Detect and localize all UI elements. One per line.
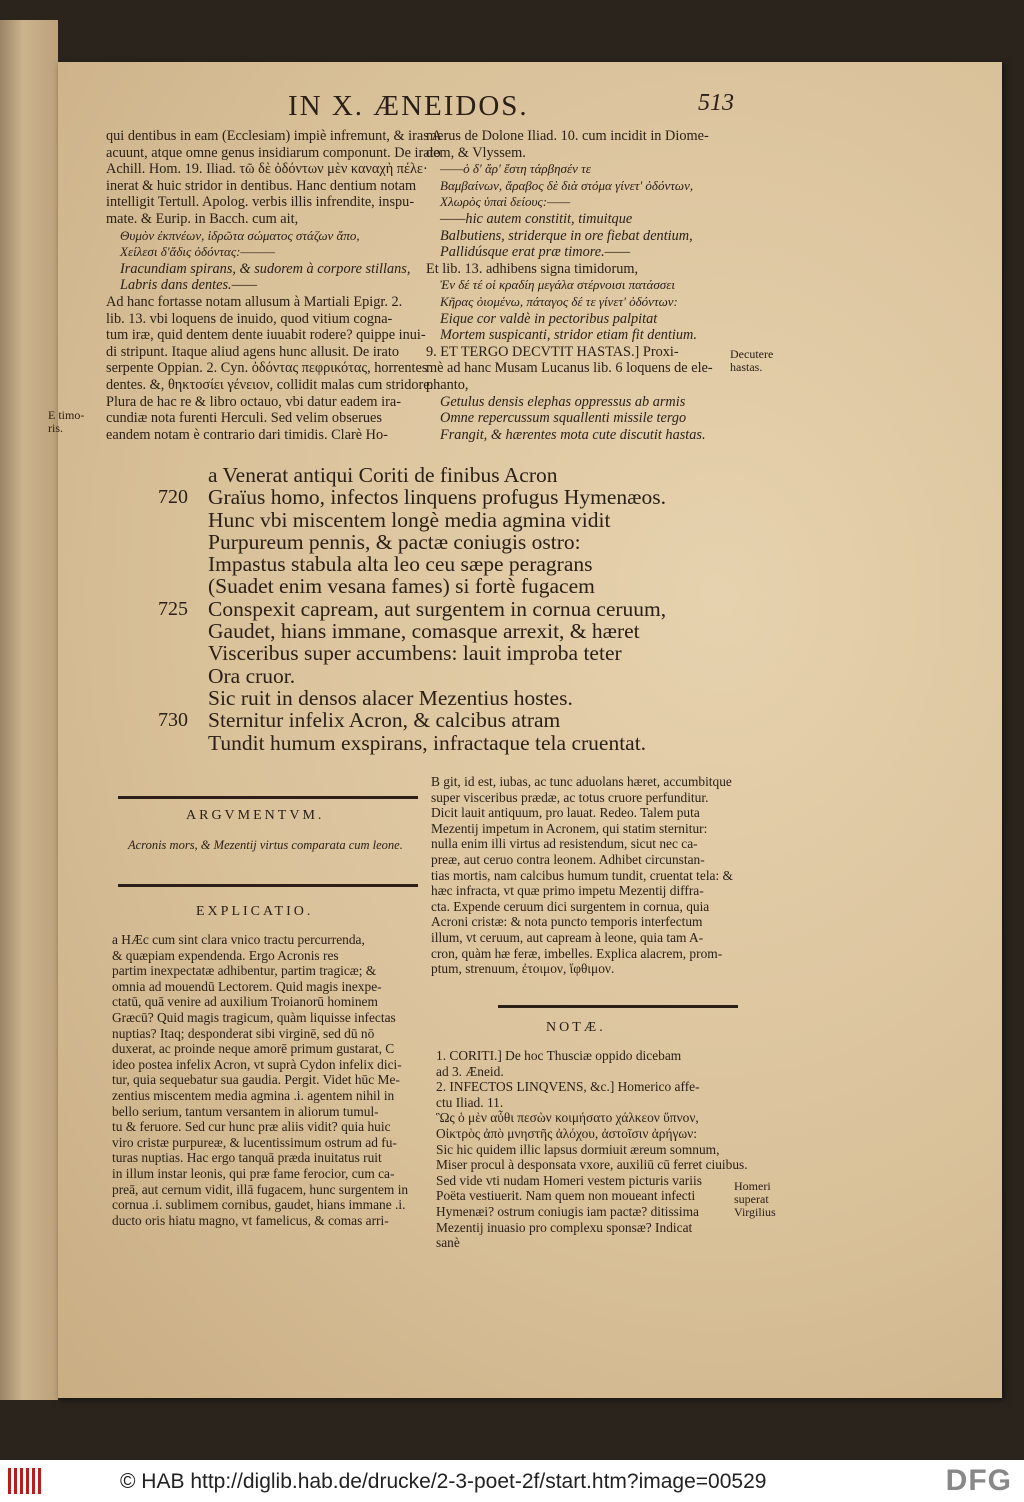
- margin-note-homeri: Homeri superat Virgilius: [734, 1179, 776, 1219]
- text-line: Miser procul à desponsata vxore, auxiliū cū ferret ciuibus.: [436, 1157, 748, 1173]
- text-line: Ad hanc fortasse notam allusum à Martiali Epigr. 2.: [106, 293, 403, 310]
- text-line: ad 3. Æneid.: [436, 1063, 504, 1079]
- rule-notae-top: [498, 1005, 738, 1008]
- verse-text: Purpureum pennis, & pactæ coniugis ostro:: [208, 529, 581, 554]
- verse-text: Tundit humum exspirans, infractaque tela cruentat.: [208, 730, 647, 755]
- text-line: preā, aut cernum vidit, illā fugacem, hunc surgentem in: [112, 1181, 409, 1197]
- text-line: di stripunt. Itaque aliud agens hunc allusit. De irato: [106, 343, 400, 360]
- commentary-column-left: [106, 128, 442, 443]
- text-line: Poëta vestiuerit. Nam quem non moueant infecti: [436, 1188, 696, 1204]
- text-line: Achill. Hom. 19. Iliad. τῶ δὲ ὀδόντων μὲν καναχὴ πέλε·: [106, 161, 428, 178]
- text-line: Ἐν δέ τέ οἱ κραδίη μεγάλα στέρνοισι πατάσσει: [440, 277, 675, 293]
- text-line: Mortem suspicanti, stridor etiam fit dentium.: [440, 327, 697, 344]
- text-line: Βαμβαίνων, ἄραβος δὲ διὰ στόμα γίνετ' ὀδόντων,: [440, 177, 694, 193]
- verse-number: 725: [158, 597, 188, 620]
- text-line: hæc infracta, vt quæ primo impetu Mezentij diffra-: [431, 883, 704, 899]
- verse-number: [158, 642, 208, 664]
- verse-number: 730: [158, 709, 188, 732]
- text-line: lib. 13. vbi loquens de inuido, quod vitium cogna-: [106, 310, 393, 327]
- text-line: nulla enim illi virtus ad resistendum, sicut nec ca-: [431, 836, 698, 852]
- text-line: tur, quia sequebatur sua gaudia. Pergit. Videt hūc Me-: [112, 1072, 400, 1088]
- text-line: Omne repercussum squallenti missile tergo: [440, 410, 687, 427]
- text-line: bello serium, tantum versantem in aliorum tumul-: [112, 1103, 379, 1119]
- verse-text: Hunc vbi miscentem longè media agmina vidit: [208, 507, 611, 532]
- verse-line: [158, 687, 758, 709]
- commentary-column-right: [426, 128, 736, 443]
- rule-argumentum-top: [118, 796, 418, 799]
- verse-number: [158, 687, 208, 709]
- text-line: 1. CORITI.] De hoc Thusciæ oppido dicebam: [436, 1048, 682, 1063]
- text-line: tu & feruore. Sed cur hunc præ aliis vidit? quia huic: [112, 1119, 391, 1135]
- verse-number: [158, 531, 208, 553]
- text-line: Οἰκτρὸς ἀπὸ μνηστῆς ἀλόχου, ἀστοῖσιν ἀρήγων:: [436, 1125, 697, 1141]
- text-line: ——hic autem constitit, timuitque: [440, 210, 633, 227]
- text-line: Θυμὸν ἐκπνέων, ἱδρῶτα σώματος στάζων ἄπο,: [120, 227, 360, 243]
- text-line: nuptias? Itaq; desponderat sibi virginē, sed dū nō: [112, 1025, 375, 1041]
- text-line: illum, vt ceruum, aut capream à leone, quia tam A-: [431, 929, 704, 945]
- text-line: Balbutiens, striderque in ore fiebat dentium,: [440, 227, 693, 244]
- facing-page-edge: [0, 20, 58, 1400]
- verse-line: [158, 575, 758, 597]
- verse-line: [158, 665, 758, 687]
- text-line: Plura de hac re & libro octauo, vbi datur eadem ira-: [106, 393, 401, 410]
- text-line: ctu Iliad. 11.: [436, 1094, 504, 1110]
- text-line: cta. Expende ceruum dici surgentem in cornua, quia: [431, 898, 710, 914]
- text-line: Dicit lauit antiquum, pro lauat. Redeo. Talem puta: [431, 805, 700, 821]
- explicatio-heading: EXPLICATIO.: [196, 904, 314, 919]
- verse-number: 720: [158, 486, 188, 509]
- text-line: ptum, strenuum, ἐτοιμον, ἴφθιμον.: [431, 961, 615, 977]
- verse-line: [158, 509, 758, 531]
- verse-number: [158, 620, 208, 642]
- text-line: acuunt, atque omne genus insidiarum componunt. De irato: [106, 144, 441, 161]
- text-line: dentes. &, θηκτοσίει γένειον, collidit malas cum stridore.: [106, 376, 434, 393]
- text-line: phanto,: [426, 376, 469, 393]
- text-line: intelligit Tertull. Apolog. verbis illis infrendite, inspu-: [106, 194, 415, 211]
- text-line: ideo postea infelix Acron, vt suprà Cydon infelix dici-: [112, 1056, 402, 1072]
- text-line: tias mortis, nam calcibus humum tundit, cruentat tela: &: [431, 867, 733, 883]
- text-line: ——ὁ δ' ἄρ' ἔστη τάρβησέν τε: [440, 161, 591, 177]
- text-line: qui dentibus in eam (Ecclesiam) impiè infremunt, & iras A: [106, 128, 442, 144]
- verse-text: (Suadet enim vesana fames) si fortè fugacem: [208, 574, 595, 599]
- verse-text: Sic ruit in densos alacer Mezentius hostes.: [208, 685, 573, 710]
- text-line: Acroni cristæ: & nota puncto temporis interfectum: [431, 914, 703, 930]
- verse-text: Conspexit capream, aut surgentem in cornua ceruum,: [208, 596, 667, 621]
- text-line: Χείλεσι δ'ἄδις ὀδόντας:———: [120, 244, 276, 260]
- text-line: zentius miscentem media agmina .i. agentem nihil in: [112, 1087, 395, 1103]
- text-line: Et lib. 13. adhibens signa timidorum,: [426, 260, 639, 277]
- text-line: cundiæ nota furenti Herculi. Sed velim obserues: [106, 410, 382, 427]
- verse-text: Gaudet, hians immane, comasque arrexit, & hæret: [208, 619, 640, 644]
- commentary-right-lower: [431, 774, 743, 977]
- rule-explicatio-top: [118, 884, 418, 887]
- text-line: in illum instar leonis, qui præ fame ferocior, cum ca-: [112, 1165, 395, 1181]
- text-line: & quæpiam expendenda. Ergo Acronis res: [112, 947, 339, 963]
- verse-line: [158, 464, 758, 486]
- book-page: [48, 62, 1002, 1398]
- verse-block: [158, 464, 758, 754]
- text-line: Χλωρὸς ὑπαὶ δείους:——: [440, 194, 571, 210]
- text-line: dem, & Vlyssem.: [426, 144, 526, 161]
- text-line: Græcū? Quid magis tragicum, quàm liquisse infectas: [112, 1009, 396, 1025]
- text-line: mate. & Eurip. in Bacch. cum ait,: [106, 210, 299, 227]
- text-line: Hymenæi? ostrum coniugis iam pactæ? ditissima: [436, 1203, 699, 1219]
- text-line: cornua .i. sublimem cornibus, gaudet, hians immane .i.: [112, 1197, 406, 1213]
- footer-bar: [0, 1460, 1024, 1502]
- text-line: tum iræ, quid dentem dente iuuabit rodere? quippe inui-: [106, 327, 426, 344]
- argumentum-heading: ARGVMENTVM.: [186, 808, 325, 823]
- verse-line: [158, 709, 758, 731]
- text-line: Frangit, & hærentes mota cute discutit hastas.: [440, 426, 706, 443]
- text-line: Iracundiam spirans, & sudorem à corpore stillans,: [120, 260, 411, 277]
- text-line: 2. INFECTOS LINQVENS, &c.] Homerico affe-: [436, 1079, 700, 1095]
- verse-text: Sternitur infelix Acron, & calcibus atram: [208, 708, 561, 733]
- text-line: merus de Dolone Iliad. 10. cum incidit in Diome-: [426, 128, 709, 144]
- text-line: super visceribus prædæ, ac totus cruore perfunditur.: [431, 789, 709, 805]
- page-number: 513: [698, 90, 734, 116]
- margin-note-decutere: Decutere hastas.: [730, 347, 774, 374]
- verse-text: Ora cruor.: [208, 663, 296, 688]
- verse-number: [158, 665, 208, 687]
- verse-text: Visceribus super accumbens: lauit improba teter: [208, 641, 622, 666]
- text-line: ctatū, quā venire ad auxilium Troianorū hominem: [112, 994, 378, 1010]
- verse-number: [158, 553, 208, 575]
- argumentum-text: Acronis mors, & Mezentij virtus comparata cum leone.: [128, 838, 403, 852]
- text-line: ducto oris hiatu magno, vt famelicus, & comas arri-: [112, 1212, 389, 1228]
- verse-text: a Venerat antiqui Coriti de finibus Acron: [208, 463, 558, 487]
- text-line: Eique cor valdè in pectoribus palpitat: [440, 310, 658, 327]
- text-line: sanè: [436, 1235, 460, 1251]
- dfg-logo: DFG: [945, 1464, 1012, 1497]
- text-line: Labris dans dentes.——: [120, 277, 258, 294]
- text-line: a HÆc cum sint clara vnico tractu percurrenda,: [112, 932, 365, 947]
- verse-line: [158, 620, 758, 642]
- verse-line: [158, 531, 758, 553]
- verse-text: Impastus stabula alta leo ceu sæpe peragrans: [208, 552, 593, 577]
- text-line: Sic hic quidem illic lapsus dormiuit æreum somnum,: [436, 1141, 720, 1157]
- text-line: Sed vide vti nudam Homeri vestem picturis variis: [436, 1172, 702, 1188]
- margin-note-timoris: E timo- ris.: [48, 408, 85, 435]
- verse-number: [158, 732, 208, 754]
- text-line: 9. ET TERGO DECVTIT HASTAS.] Proxi-: [426, 343, 679, 360]
- text-line: B git, id est, iubas, ac tunc aduolans hæret, accumbitque: [431, 774, 732, 789]
- verse-line: [158, 598, 758, 620]
- verse-number: [158, 464, 208, 486]
- text-line: Ὣς ὁ μὲν αὖθι πεσὼν κοιμήσατο χάλκεον ὕπνον,: [436, 1110, 699, 1126]
- hab-logo-icon: [8, 1468, 44, 1494]
- text-line: viro cristæ purpureæ, & lucentissimum ostrum ad fu-: [112, 1134, 397, 1150]
- notae-text: [436, 1048, 748, 1251]
- text-line: Getulus densis elephas oppressus ab armis: [440, 393, 686, 410]
- verse-line: [158, 642, 758, 664]
- notae-heading: NOTÆ.: [546, 1020, 606, 1035]
- verse-number: [158, 575, 208, 597]
- text-line: cron, quàm hæ feræ, imbelles. Explica alacrem, prom-: [431, 945, 723, 961]
- text-line: Mezentij impetum in Acronem, qui statim sternitur:: [431, 820, 708, 836]
- verse-number: [158, 509, 208, 531]
- running-header: IN X. ÆNEIDOS.: [288, 90, 529, 122]
- verse-line: [158, 553, 758, 575]
- text-line: preæ, aut ceruo contra leonem. Adhibet circunstan-: [431, 851, 705, 867]
- text-line: mè ad hanc Musam Lucanus lib. 6 loquens de ele-: [426, 360, 713, 377]
- text-line: inerat & huic stridor in dentibus. Hanc dentium notam: [106, 177, 417, 194]
- footer-credit-link[interactable]: © HAB http://diglib.hab.de/drucke/2-3-poet-2f/start.htm?image=00529: [120, 1470, 767, 1493]
- text-line: serpente Oppian. 2. Cyn. ὀδόντας πεφρικότας, horrentes: [106, 360, 428, 377]
- text-line: eandem notam è contrario dari timidis. Clarè Ho-: [106, 426, 388, 443]
- text-line: omnia ad mouendū Lectorem. Quid magis inexpe-: [112, 978, 382, 994]
- text-line: duxerat, ac proinde neque amorē primum gustarat, C: [112, 1041, 395, 1057]
- verse-line: [158, 486, 758, 508]
- verse-text: Graïus homo, infectos linquens profugus Hymenæos.: [208, 485, 667, 510]
- verse-line: [158, 732, 758, 754]
- text-line: partim inexpectatæ adhibentur, partim tragicæ; &: [112, 963, 377, 979]
- explicatio-text: [112, 932, 432, 1228]
- text-line: Pallidúsque erat præ timore.——: [440, 244, 631, 261]
- text-line: Κῆρας ὀιομένω, πάταγος δέ τε γίνετ' ὀδόντων:: [440, 293, 678, 309]
- text-line: turas nuptias. Hac ergo tanquā præda inuitatus ruit: [112, 1150, 382, 1166]
- text-line: Mezentij inuasio pro complexu sponsæ? Indicat: [436, 1219, 693, 1235]
